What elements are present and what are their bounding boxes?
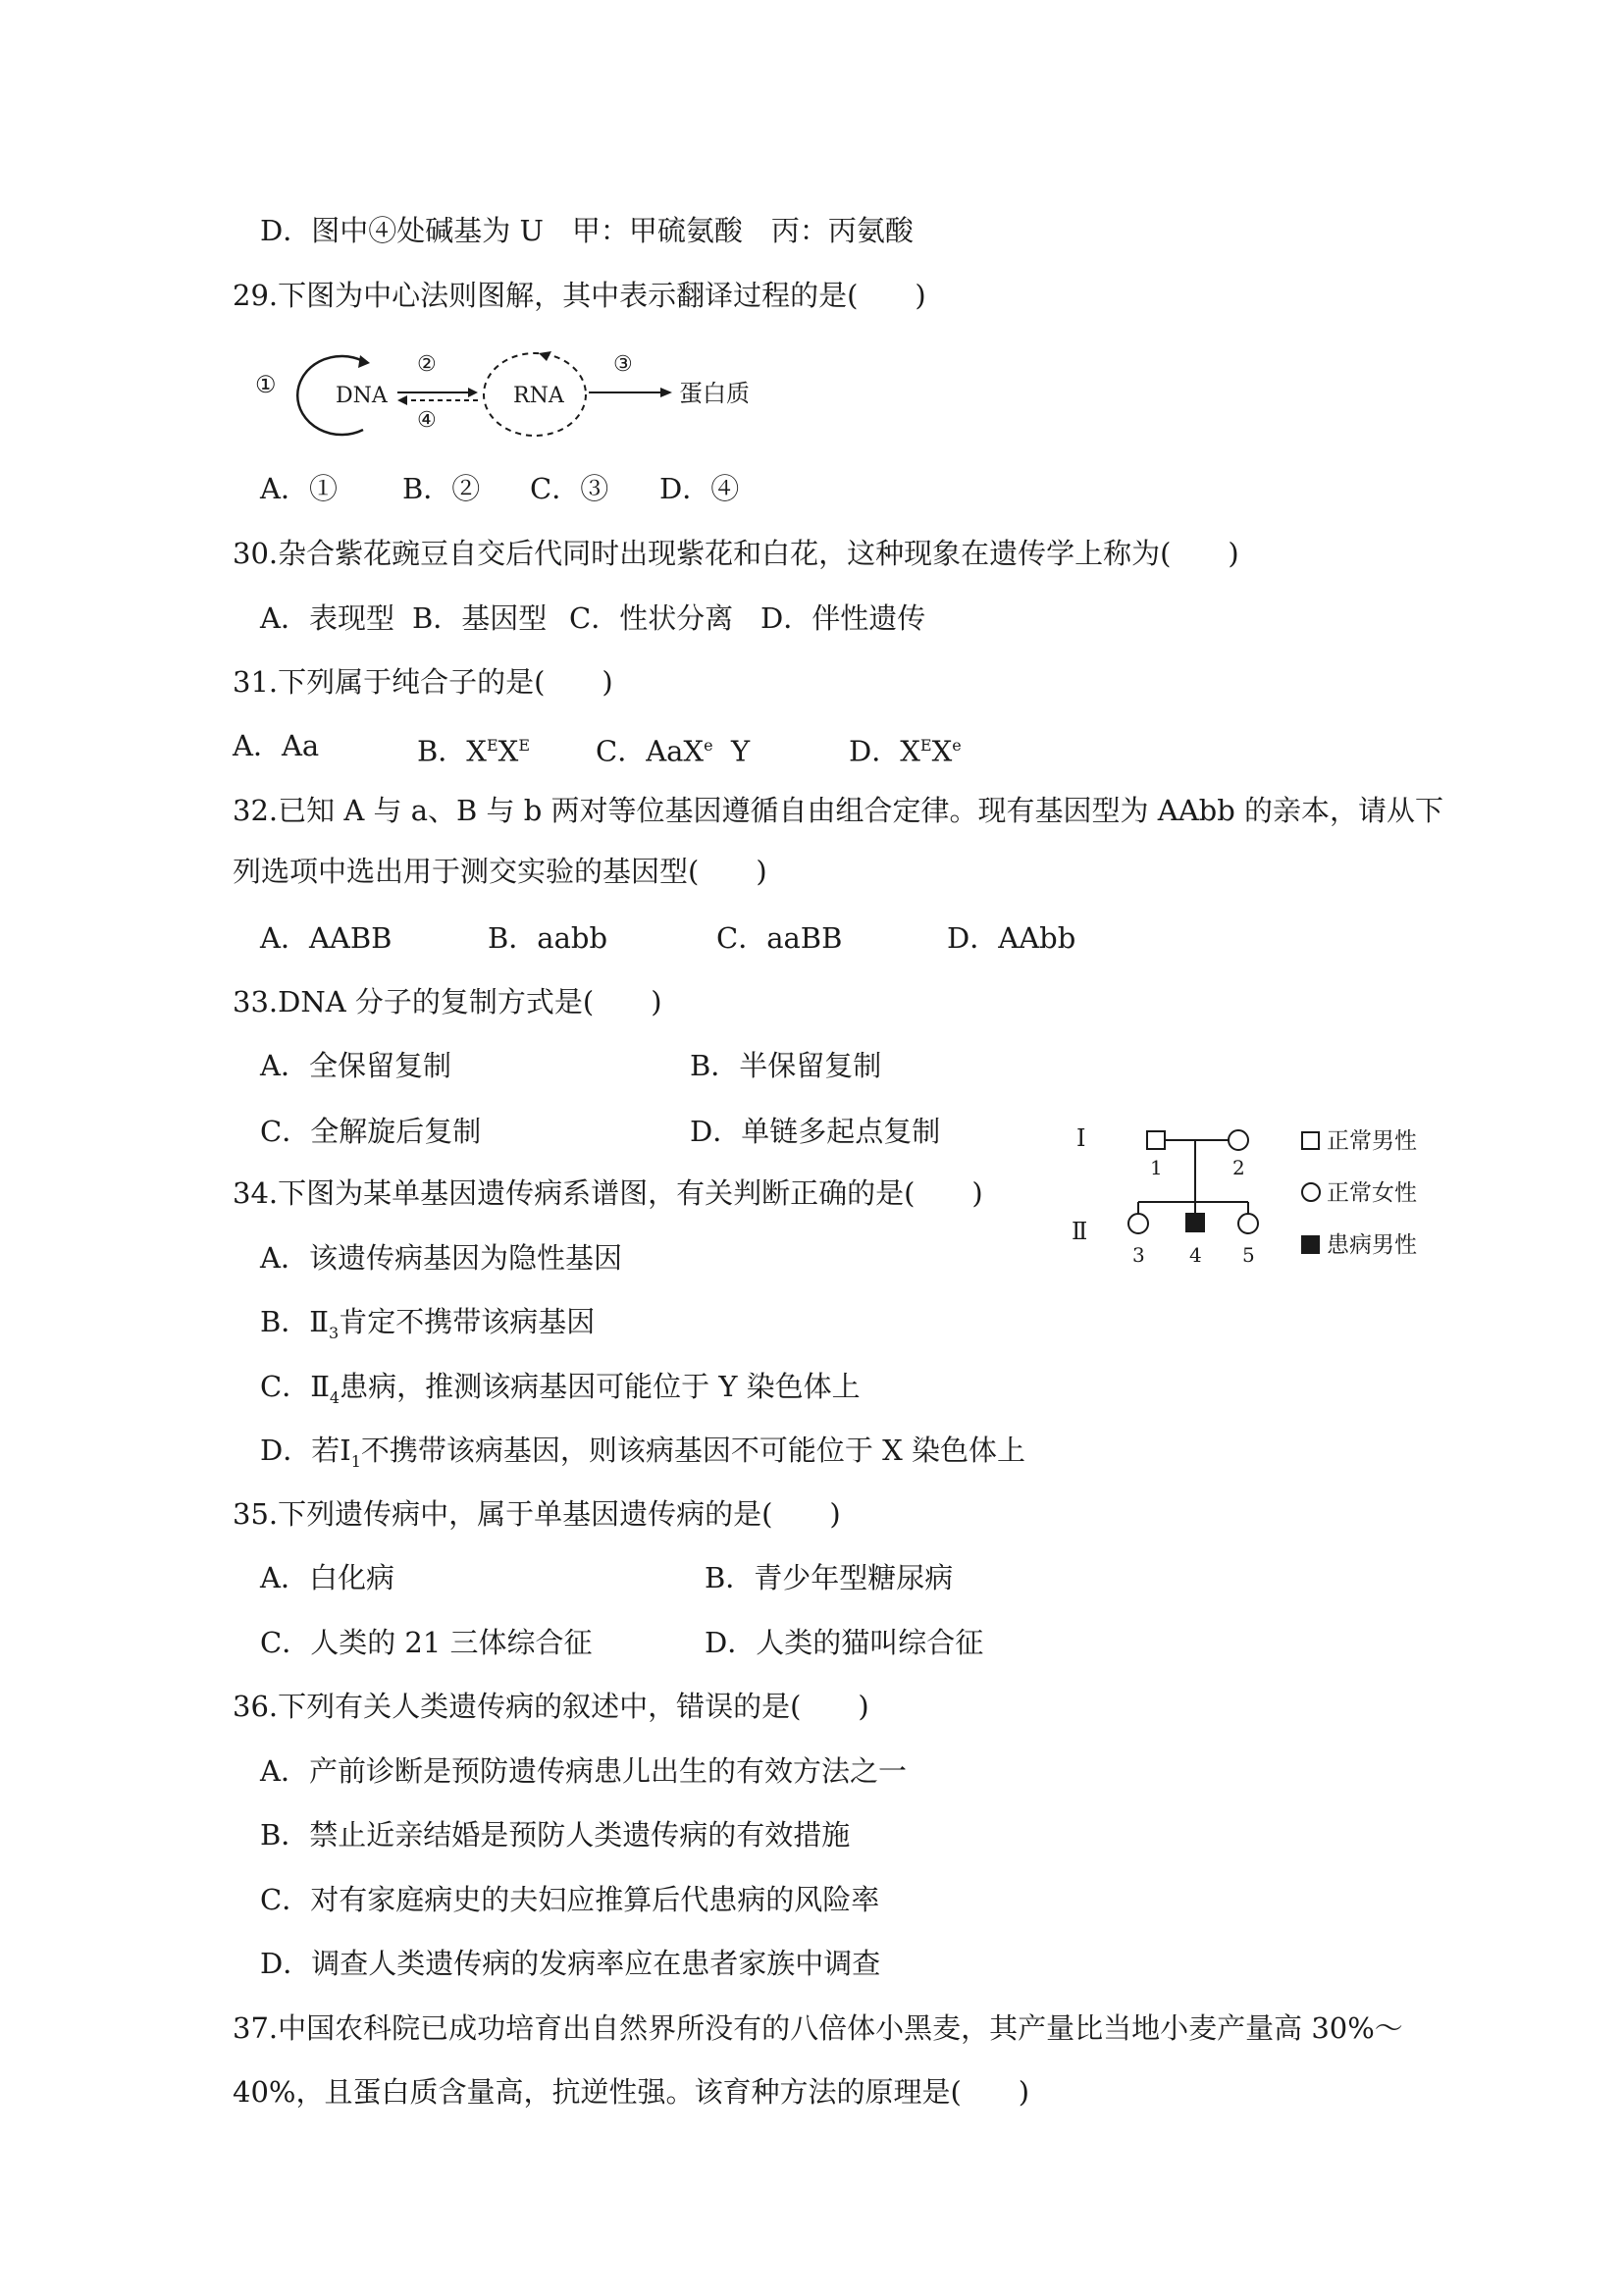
individual-I1-normal-male [1147,1131,1165,1149]
q32-stem-line2: 列选项中选出用于测交实验的基因型( ) [233,855,767,888]
legend-normal-female: 正常女性 [1327,1180,1417,1206]
q37-stem-line2: 40%，且蛋白质含量高，抗逆性强。该育种方法的原理是( ) [233,2075,1030,2109]
q32-option-c[interactable]: C．aaBB [716,921,843,955]
q37-stem-line1: 37.中国农科院已成功培育出自然界所没有的八倍体小黑麦，其产量比当地小麦产量高 30%～ [233,2011,1403,2045]
q30-option-c[interactable]: C．性状分离 [569,601,734,635]
q34-stem: 34.下图为某单基因遗传病系谱图，有关判断正确的是( ) [233,1176,983,1210]
q32-option-b[interactable]: B．aabb [488,921,608,955]
id-2: 2 [1232,1156,1245,1179]
legend-normal-female-icon [1302,1183,1320,1201]
q34-option-b[interactable]: B．$Ⅱ_3$肯定不携带该病基因 [260,1305,596,1342]
id-3: 3 [1132,1243,1145,1267]
pedigree-chart [1070,1104,1452,1285]
id-5: 5 [1242,1243,1255,1267]
q35-option-b[interactable]: B．青少年型糖尿病 [705,1561,954,1594]
q29-option-a[interactable]: A．① [260,472,338,505]
q29-option-d[interactable]: D．④ [659,472,740,505]
individual-I2-normal-female [1229,1130,1248,1150]
generation-1-label: Ⅰ [1076,1124,1086,1152]
q33-option-d[interactable]: D．单链多起点复制 [690,1115,941,1148]
q35-option-d[interactable]: D．人类的猫叫综合征 [705,1626,984,1659]
q29-option-b[interactable]: B．② [402,472,481,505]
q33-option-b[interactable]: B．半保留复制 [690,1049,882,1082]
legend-affected-male: 患病男性 [1327,1232,1417,1258]
q33-option-a[interactable]: A．全保留复制 [260,1049,451,1082]
diagram-label-1: ① [255,371,277,398]
q32-option-d[interactable]: D．AAbb [947,921,1076,955]
q29-stem: 29.下图为中心法则图解，其中表示翻译过程的是( ) [233,279,926,312]
individual-II3-normal-female [1128,1214,1148,1233]
q31-option-c[interactable]: C．AaX$^e$ Y [596,734,751,768]
q31-option-d[interactable]: D．$X^EXe$ [849,734,962,768]
q28-option-d: D．图中④处碱基为 U 甲：甲硫氨酸 丙：丙氨酸 [260,214,914,247]
individual-II4-affected-male [1186,1214,1204,1231]
individual-II5-normal-female [1238,1214,1258,1233]
q35-option-a[interactable]: A．白化病 [260,1561,394,1594]
q33-option-c[interactable]: C．全解旋后复制 [260,1115,482,1148]
diagram-label-4: ④ [417,408,437,433]
legend-normal-male: 正常男性 [1327,1128,1417,1154]
q34-option-c[interactable]: C．$Ⅱ_4$患病，推测该病基因可能位于 Y 染色体上 [260,1370,861,1407]
diagram-label-2: ② [417,352,437,377]
q30-option-a[interactable]: A．表现型 [260,601,394,635]
diagram-protein: 蛋白质 [679,380,750,407]
diagram-label-3: ③ [613,352,633,377]
diagram-dna: DNA [336,384,388,408]
q32-option-a[interactable]: A．AABB [260,921,393,955]
q29-option-c[interactable]: C．③ [530,472,609,505]
central-dogma-diagram [250,343,780,451]
q34-option-a[interactable]: A．该遗传病基因为隐性基因 [260,1241,622,1275]
q31-stem: 31.下列属于纯合子的是( ) [233,665,613,699]
q30-option-b[interactable]: B．基因型 [412,601,548,635]
q36-option-b[interactable]: B．禁止近亲结婚是预防人类遗传病的有效措施 [260,1818,851,1852]
diagram-rna: RNA [513,384,564,408]
id-1: 1 [1150,1156,1163,1179]
q35-stem: 35.下列遗传病中，属于单基因遗传病的是( ) [233,1497,841,1531]
q36-option-d[interactable]: D．调查人类遗传病的发病率应在患者家族中调查 [260,1947,881,1980]
q31-option-a[interactable]: A．Aa [233,729,320,762]
q30-option-d[interactable]: D．伴性遗传 [760,601,926,635]
q36-option-a[interactable]: A．产前诊断是预防遗传病患儿出生的有效方法之一 [260,1754,907,1788]
q31-option-b[interactable]: B．$X^EX^E$ [417,734,530,768]
q35-option-c[interactable]: C．人类的 21 三体综合征 [260,1626,593,1659]
legend-affected-male-icon [1302,1236,1319,1253]
q32-stem-line1: 32.已知 A 与 a、B 与 b 两对等位基因遵循自由组合定律。现有基因型为 AAbb 的亲本，请从下 [233,794,1443,827]
generation-2-label: Ⅱ [1072,1218,1088,1245]
q33-stem: 33.DNA 分子的复制方式是( ) [233,985,662,1018]
q36-stem: 36.下列有关人类遗传病的叙述中，错误的是( ) [233,1690,869,1723]
q36-option-c[interactable]: C．对有家庭病史的夫妇应推算后代患病的风险率 [260,1883,880,1916]
q34-option-d[interactable]: D．若$Ⅰ_1$不携带该病基因，则该病基因不可能位于 X 染色体上 [260,1434,1025,1471]
id-4: 4 [1189,1243,1202,1267]
q30-stem: 30.杂合紫花豌豆自交后代同时出现紫花和白花，这种现象在遗传学上称为( ) [233,537,1239,570]
legend-normal-male-icon [1302,1132,1319,1149]
